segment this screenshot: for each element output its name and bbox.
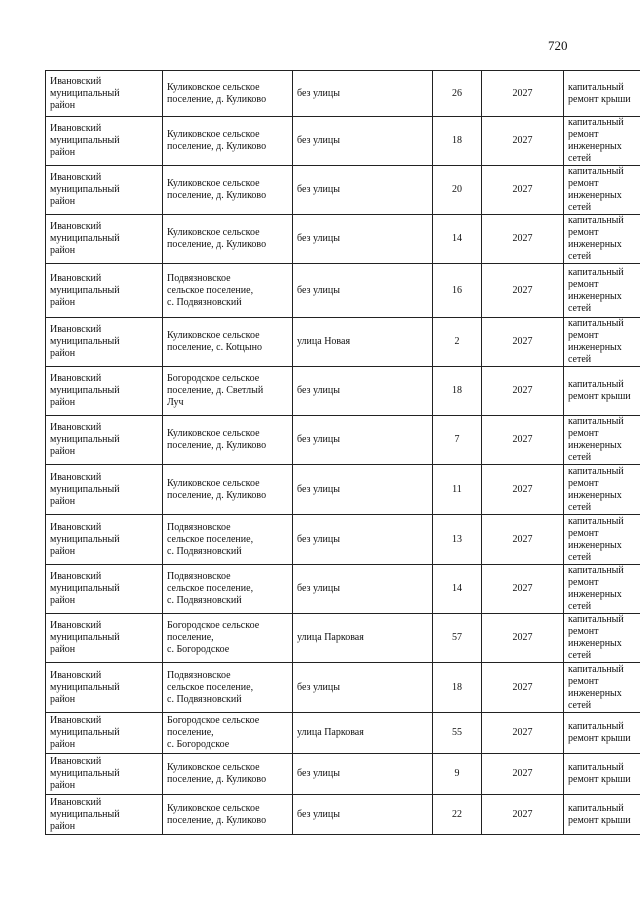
district-cell-text: Ивановский муниципальный район	[50, 123, 120, 158]
settlement-cell-text: Куликовское сельское поселение, д. Куликово	[167, 129, 267, 152]
settlement-cell-text: Куликовское сельское поселение, д. Куликово	[167, 178, 267, 201]
year-cell-text: 2027	[512, 632, 533, 643]
year-cell-text: 2027	[512, 768, 533, 779]
house-number-cell-text: 20	[452, 184, 462, 195]
table-row	[46, 367, 640, 416]
settlement-cell	[163, 713, 293, 754]
work-type-cell-text: капитальный ремонт крыши	[568, 81, 631, 105]
street-cell	[293, 367, 433, 416]
work-type-cell-text: капитальный ремонт крыши	[568, 721, 631, 744]
house-number-cell-text: 16	[452, 284, 462, 296]
settlement-cell	[163, 71, 293, 117]
table-row	[46, 117, 640, 166]
district-cell-text: Ивановский муниципальный район	[50, 669, 120, 705]
house-number-cell-text: 14	[452, 233, 462, 244]
street-cell-text: без улицы	[297, 385, 340, 396]
year-cell-text: 2027	[512, 681, 533, 693]
house-number-cell-text: 13	[452, 533, 462, 545]
settlement-cell-text: Подвязновское сельское поселение, с. Подвязновский	[167, 272, 254, 308]
table-row	[46, 465, 640, 515]
work-type-cell-text: капитальный ремонт инженерных сетей	[568, 614, 624, 661]
house-number-cell-text: 11	[452, 483, 462, 495]
street-cell	[293, 754, 433, 795]
year-cell-text: 2027	[512, 135, 533, 146]
street-cell	[293, 663, 433, 713]
street-cell	[293, 215, 433, 264]
street-cell-text: без улицы	[297, 583, 340, 594]
street-cell-text: без улицы	[297, 808, 340, 820]
district-cell	[46, 215, 163, 264]
house-number-cell	[433, 515, 482, 565]
year-cell	[482, 166, 564, 215]
table-row	[46, 416, 640, 465]
house-number-cell-text: 18	[452, 135, 462, 146]
street-cell-text: без улицы	[297, 233, 340, 244]
district-cell	[46, 117, 163, 166]
settlement-cell	[163, 318, 293, 367]
house-number-cell-text: 26	[452, 87, 462, 99]
house-number-cell	[433, 754, 482, 795]
house-number-cell	[433, 215, 482, 264]
table-row	[46, 166, 640, 215]
settlement-cell-text: Куликовское сельское поселение, д. Куликово	[167, 762, 267, 785]
table-row	[46, 754, 640, 795]
district-cell	[46, 565, 163, 614]
page-number: 720	[548, 38, 568, 53]
table-row	[46, 215, 640, 264]
district-cell	[46, 614, 163, 663]
settlement-cell-text: Куликовское сельское поселение, д. Куликово	[167, 428, 267, 451]
work-type-cell-text: капитальный ремонт крыши	[568, 802, 631, 826]
house-number-cell-text: 57	[452, 632, 462, 643]
year-cell-text: 2027	[512, 808, 533, 820]
work-type-cell	[564, 754, 640, 795]
district-cell-text: Ивановский муниципальный район	[50, 471, 120, 507]
street-cell-text: без улицы	[297, 184, 340, 195]
street-cell-text: без улицы	[297, 533, 340, 545]
street-cell	[293, 515, 433, 565]
year-cell-text: 2027	[512, 184, 533, 195]
district-cell	[46, 465, 163, 515]
street-cell-text: без улицы	[297, 483, 340, 495]
district-cell-text: Ивановский муниципальный район	[50, 324, 120, 359]
district-cell-text: Ивановский муниципальный район	[50, 715, 120, 750]
house-number-cell	[433, 614, 482, 663]
district-cell	[46, 754, 163, 795]
year-cell-text: 2027	[512, 434, 533, 445]
year-cell	[482, 416, 564, 465]
street-cell	[293, 318, 433, 367]
year-cell	[482, 614, 564, 663]
work-type-cell-text: капитальный ремонт инженерных сетей	[568, 663, 624, 711]
settlement-cell	[163, 515, 293, 565]
street-cell-text: без улицы	[297, 87, 340, 99]
district-cell	[46, 318, 163, 367]
street-cell-text: без улицы	[297, 434, 340, 445]
year-cell-text: 2027	[512, 483, 533, 495]
street-cell	[293, 713, 433, 754]
district-cell-text: Ивановский муниципальный район	[50, 571, 120, 606]
settlement-cell	[163, 215, 293, 264]
table-row	[46, 71, 640, 117]
street-cell-text: улица Парковая	[297, 632, 364, 643]
year-cell	[482, 264, 564, 318]
house-number-cell	[433, 71, 482, 117]
house-number-cell-text: 22	[452, 808, 462, 820]
house-number-cell	[433, 117, 482, 166]
house-number-cell-text: 14	[452, 583, 462, 594]
year-cell-text: 2027	[512, 385, 533, 396]
year-cell-text: 2027	[512, 533, 533, 545]
work-type-cell	[564, 795, 640, 835]
work-type-cell-text: капитальный ремонт крыши	[568, 379, 631, 402]
house-number-cell-text: 7	[454, 434, 460, 445]
house-number-cell	[433, 264, 482, 318]
street-cell	[293, 565, 433, 614]
district-cell	[46, 166, 163, 215]
work-type-cell-text: капитальный ремонт инженерных сетей	[568, 117, 624, 164]
table-row	[46, 318, 640, 367]
year-cell	[482, 713, 564, 754]
year-cell-text: 2027	[512, 336, 533, 347]
work-type-cell-text: капитальный ремонт инженерных сетей	[568, 215, 624, 262]
year-cell	[482, 117, 564, 166]
work-type-cell	[564, 515, 640, 565]
table-row	[46, 795, 640, 835]
year-cell-text: 2027	[512, 727, 533, 738]
district-cell	[46, 713, 163, 754]
work-type-cell	[564, 465, 640, 515]
street-cell-text: без улицы	[297, 768, 340, 779]
street-cell	[293, 795, 433, 835]
table-row	[46, 614, 640, 663]
year-cell	[482, 465, 564, 515]
settlement-cell	[163, 565, 293, 614]
house-number-cell	[433, 416, 482, 465]
district-cell	[46, 663, 163, 713]
table-body	[46, 71, 640, 835]
district-cell-text: Ивановский муниципальный район	[50, 521, 120, 557]
work-type-cell	[564, 416, 640, 465]
district-cell	[46, 71, 163, 117]
house-number-cell-text: 18	[452, 681, 462, 693]
settlement-cell	[163, 795, 293, 835]
table-row	[46, 264, 640, 318]
district-cell-text: Ивановский муниципальный район	[50, 422, 120, 457]
work-type-cell	[564, 367, 640, 416]
settlement-cell	[163, 754, 293, 795]
work-type-cell	[564, 215, 640, 264]
year-cell	[482, 754, 564, 795]
settlement-cell	[163, 663, 293, 713]
district-cell	[46, 795, 163, 835]
district-cell-text: Ивановский муниципальный район	[50, 620, 120, 655]
table-row	[46, 565, 640, 614]
district-cell	[46, 264, 163, 318]
house-number-cell	[433, 795, 482, 835]
house-number-cell	[433, 166, 482, 215]
district-cell-text: Ивановский муниципальный район	[50, 272, 120, 308]
work-type-cell-text: капитальный ремонт инженерных сетей	[568, 318, 624, 365]
house-number-cell	[433, 663, 482, 713]
district-cell-text: Ивановский муниципальный район	[50, 172, 120, 207]
work-type-cell	[564, 71, 640, 117]
street-cell-text: улица Парковая	[297, 727, 364, 738]
work-type-cell	[564, 565, 640, 614]
year-cell-text: 2027	[512, 284, 533, 296]
year-cell-text: 2027	[512, 87, 533, 99]
street-cell	[293, 166, 433, 215]
settlement-cell-text: Куликовское сельское поселение, д. Куликово	[167, 227, 267, 250]
work-type-cell	[564, 264, 640, 318]
year-cell-text: 2027	[512, 233, 533, 244]
settlement-cell-text: Богородское сельское поселение, д. Светлый Луч	[167, 373, 264, 408]
settlement-cell-text: Подвязновское сельское поселение, с. Подвязновский	[167, 669, 254, 705]
district-cell	[46, 367, 163, 416]
street-cell	[293, 264, 433, 318]
work-type-cell	[564, 663, 640, 713]
house-number-cell	[433, 465, 482, 515]
street-cell	[293, 117, 433, 166]
work-type-cell	[564, 117, 640, 166]
year-cell	[482, 565, 564, 614]
district-cell-text: Ивановский муниципальный район	[50, 221, 120, 256]
district-cell-text: Ивановский муниципальный район	[50, 796, 120, 832]
year-cell	[482, 663, 564, 713]
house-number-cell	[433, 318, 482, 367]
settlement-cell-text: Подвязновское сельское поселение, с. Подвязновский	[167, 571, 254, 606]
street-cell-text: без улицы	[297, 135, 340, 146]
street-cell	[293, 416, 433, 465]
work-type-cell-text: капитальный ремонт инженерных сетей	[568, 266, 624, 314]
settlement-cell-text: Богородское сельское поселение, с. Богородское	[167, 715, 260, 750]
work-type-cell	[564, 713, 640, 754]
settlement-cell	[163, 416, 293, 465]
table-row	[46, 515, 640, 565]
settlement-cell	[163, 367, 293, 416]
street-cell	[293, 465, 433, 515]
settlement-cell	[163, 614, 293, 663]
work-type-cell	[564, 318, 640, 367]
street-cell-text: без улицы	[297, 681, 340, 693]
street-cell	[293, 614, 433, 663]
district-cell-text: Ивановский муниципальный район	[50, 756, 120, 791]
house-number-cell-text: 55	[452, 727, 462, 738]
settlement-cell-text: Куликовское сельское поселение, с. Коtцыно	[167, 330, 262, 353]
house-number-cell-text: 9	[454, 768, 460, 779]
housing-repair-table	[45, 70, 640, 835]
work-type-cell-text: капитальный ремонт инженерных сетей	[568, 416, 624, 463]
settlement-cell-text: Куликовское сельское поселение, д. Куликово	[167, 802, 267, 826]
district-cell-text: Ивановский муниципальный район	[50, 75, 120, 111]
year-cell	[482, 515, 564, 565]
work-type-cell-text: капитальный ремонт крыши	[568, 762, 631, 785]
settlement-cell-text: Подвязновское сельское поселение, с. Подвязновский	[167, 521, 254, 557]
table-row	[46, 663, 640, 713]
work-type-cell-text: капитальный ремонт инженерных сетей	[568, 465, 624, 513]
work-type-cell	[564, 614, 640, 663]
settlement-cell	[163, 264, 293, 318]
year-cell	[482, 318, 564, 367]
settlement-cell-text: Куликовское сельское поселение, д. Куликово	[167, 81, 267, 105]
district-cell-text: Ивановский муниципальный район	[50, 373, 120, 408]
district-cell	[46, 416, 163, 465]
settlement-cell	[163, 166, 293, 215]
settlement-cell	[163, 117, 293, 166]
year-cell	[482, 71, 564, 117]
house-number-cell	[433, 367, 482, 416]
house-number-cell	[433, 565, 482, 614]
house-number-cell-text: 18	[452, 385, 462, 396]
year-cell	[482, 367, 564, 416]
year-cell	[482, 795, 564, 835]
district-cell	[46, 515, 163, 565]
work-type-cell-text: капитальный ремонт инженерных сетей	[568, 565, 624, 612]
house-number-cell-text: 2	[454, 336, 460, 347]
settlement-cell	[163, 465, 293, 515]
table-row	[46, 713, 640, 754]
street-cell-text: без улицы	[297, 284, 340, 296]
year-cell-text: 2027	[512, 583, 533, 594]
settlement-cell-text: Куликовское сельское поселение, д. Куликово	[167, 477, 267, 501]
house-number-cell	[433, 713, 482, 754]
settlement-cell-text: Богородское сельское поселение, с. Богородское	[167, 620, 260, 655]
year-cell	[482, 215, 564, 264]
work-type-cell	[564, 166, 640, 215]
street-cell-text: улица Новая	[297, 336, 351, 347]
street-cell	[293, 71, 433, 117]
work-type-cell-text: капитальный ремонт инженерных сетей	[568, 515, 624, 563]
work-type-cell-text: капитальный ремонт инженерных сетей	[568, 166, 624, 213]
